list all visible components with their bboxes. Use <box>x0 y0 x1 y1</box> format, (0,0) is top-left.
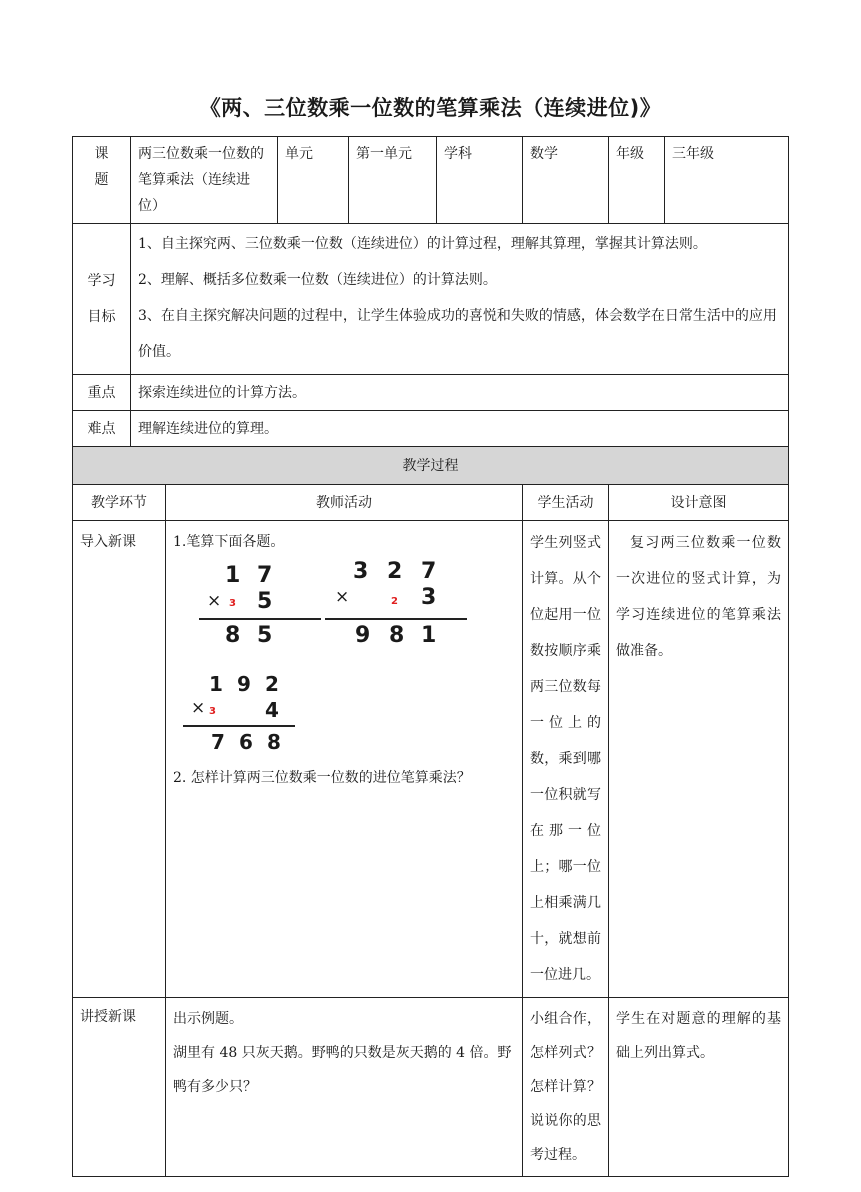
key-point-row <box>73 375 789 411</box>
process-header: 教学过程 <box>73 447 789 485</box>
teacher-new-line: 出示例题。 <box>173 1011 243 1027</box>
col-teacher: 教师活动 <box>166 485 523 521</box>
calculation-figures <box>173 555 515 765</box>
calculation-2 <box>325 559 475 648</box>
teacher-new-cell <box>166 998 523 1177</box>
calc-2-top-digit: 7 <box>421 559 437 584</box>
key-point-value: 探索连续进位的计算方法。 <box>131 375 789 411</box>
objective-item: 3、在自主探究解决问题的过程中，让学生体验成功的喜悦和失败的情感，体会数学在日常生活中的应用价值。 <box>138 308 777 360</box>
document-title: 《两、三位数乘一位数的笔算乘法（连续进位)》 <box>199 96 662 120</box>
calc-1-multiplier: 5 <box>257 589 273 614</box>
col-student: 学生活动 <box>523 485 609 521</box>
calc-2-top-digit: 3 <box>353 559 369 584</box>
calc-3-top-digit: 2 <box>265 672 279 696</box>
teacher-intro-cell <box>166 521 523 998</box>
topic-value: 两三位数乘一位数的笔算乘法（连续进位） <box>131 137 278 224</box>
col-stage: 教学环节 <box>73 485 166 521</box>
objectives-row <box>73 224 789 375</box>
calc-1-carry: 3 <box>229 598 236 609</box>
grade-value: 三年级 <box>665 137 789 224</box>
calc-2-carry: 2 <box>391 596 398 607</box>
stage-row-intro <box>73 521 789 998</box>
calc-3-times-sign: × <box>191 698 206 718</box>
calc-2-multiplier: 3 <box>421 585 437 610</box>
calc-2-result-digit: 8 <box>389 623 405 648</box>
calc-1-top-digit: 7 <box>257 563 273 588</box>
objective-item: 2、理解、概括多位数乘一位数（连续进位）的计算法则。 <box>138 272 497 288</box>
objective-item: 1、自主探究两、三位数乘一位数（连续进位）的计算过程，理解其算理，掌握其计算法则。 <box>138 236 707 252</box>
subject-value: 数学 <box>523 137 609 224</box>
difficulty-value: 理解连续进位的算理。 <box>131 411 789 447</box>
calc-1-times-sign: × <box>207 591 222 611</box>
grade-label: 年级 <box>609 137 665 224</box>
objectives-list <box>131 224 789 375</box>
teacher-intro-question: 2. 怎样计算两三位数乘一位数的进位笔算乘法？ <box>173 770 471 786</box>
calc-2-result-digit: 1 <box>421 623 437 648</box>
stage-new: 讲授新课 <box>73 998 166 1177</box>
calc-2-rule <box>325 618 467 620</box>
difficulty-row <box>73 411 789 447</box>
calc-2-result-digit: 9 <box>355 623 371 648</box>
process-header-row <box>73 447 789 485</box>
calc-3-result-digit: 7 <box>211 730 225 754</box>
column-header-row <box>73 485 789 521</box>
calc-3-top-digit: 9 <box>237 672 251 696</box>
info-row <box>73 137 789 224</box>
unit-label: 单元 <box>278 137 349 224</box>
calc-1-result-digit: 5 <box>257 623 273 648</box>
calculation-3 <box>183 673 303 757</box>
teacher-intro-text: 1.笔算下面各题。 <box>173 534 285 550</box>
teacher-new-line: 湖里有 48 只灰天鹅。野鸭的只数是灰天鹅的 4 倍。野鸭有多少只？ <box>173 1045 512 1095</box>
intent-intro: 复习两三位数乘一位数一次进位的竖式计算，为学习连续进位的笔算乘法做准备。 <box>609 521 789 998</box>
student-intro: 学生列竖式计算。从个位起用一位数按顺序乘两三位数每一位上的数，乘到哪一位积就写在那一位上；哪一位上相乘满几十，就想前一位进几。 <box>523 521 609 998</box>
calc-1-result-digit: 8 <box>225 623 241 648</box>
stage-row-new <box>73 998 789 1177</box>
calc-2-top-digit: 2 <box>387 559 403 584</box>
calc-3-carry: 3 <box>209 706 216 717</box>
calc-1-top-digit: 1 <box>225 563 241 588</box>
calc-2-times-sign: × <box>335 587 350 607</box>
intent-new: 学生在对题意的理解的基础上列出算式。 <box>609 998 789 1177</box>
calc-3-result-digit: 8 <box>267 730 281 754</box>
calc-3-multiplier: 4 <box>265 698 279 722</box>
calc-3-top-digit: 1 <box>209 672 223 696</box>
key-point-label: 重点 <box>73 375 131 411</box>
calc-3-rule <box>183 725 295 727</box>
calc-3-result-digit: 6 <box>239 730 253 754</box>
unit-value: 第一单元 <box>349 137 437 224</box>
topic-label: 课 题 <box>73 137 131 224</box>
subject-label: 学科 <box>437 137 523 224</box>
objectives-label: 学习 目标 <box>73 224 131 375</box>
col-intent: 设计意图 <box>609 485 789 521</box>
lesson-plan-table <box>72 136 789 1177</box>
calculation-1 <box>185 563 320 648</box>
student-new: 小组合作，怎样列式？怎样计算？说说你的思考过程。 <box>523 998 609 1177</box>
stage-intro: 导入新课 <box>73 521 166 998</box>
calc-1-rule <box>199 618 321 620</box>
difficulty-label: 难点 <box>73 411 131 447</box>
